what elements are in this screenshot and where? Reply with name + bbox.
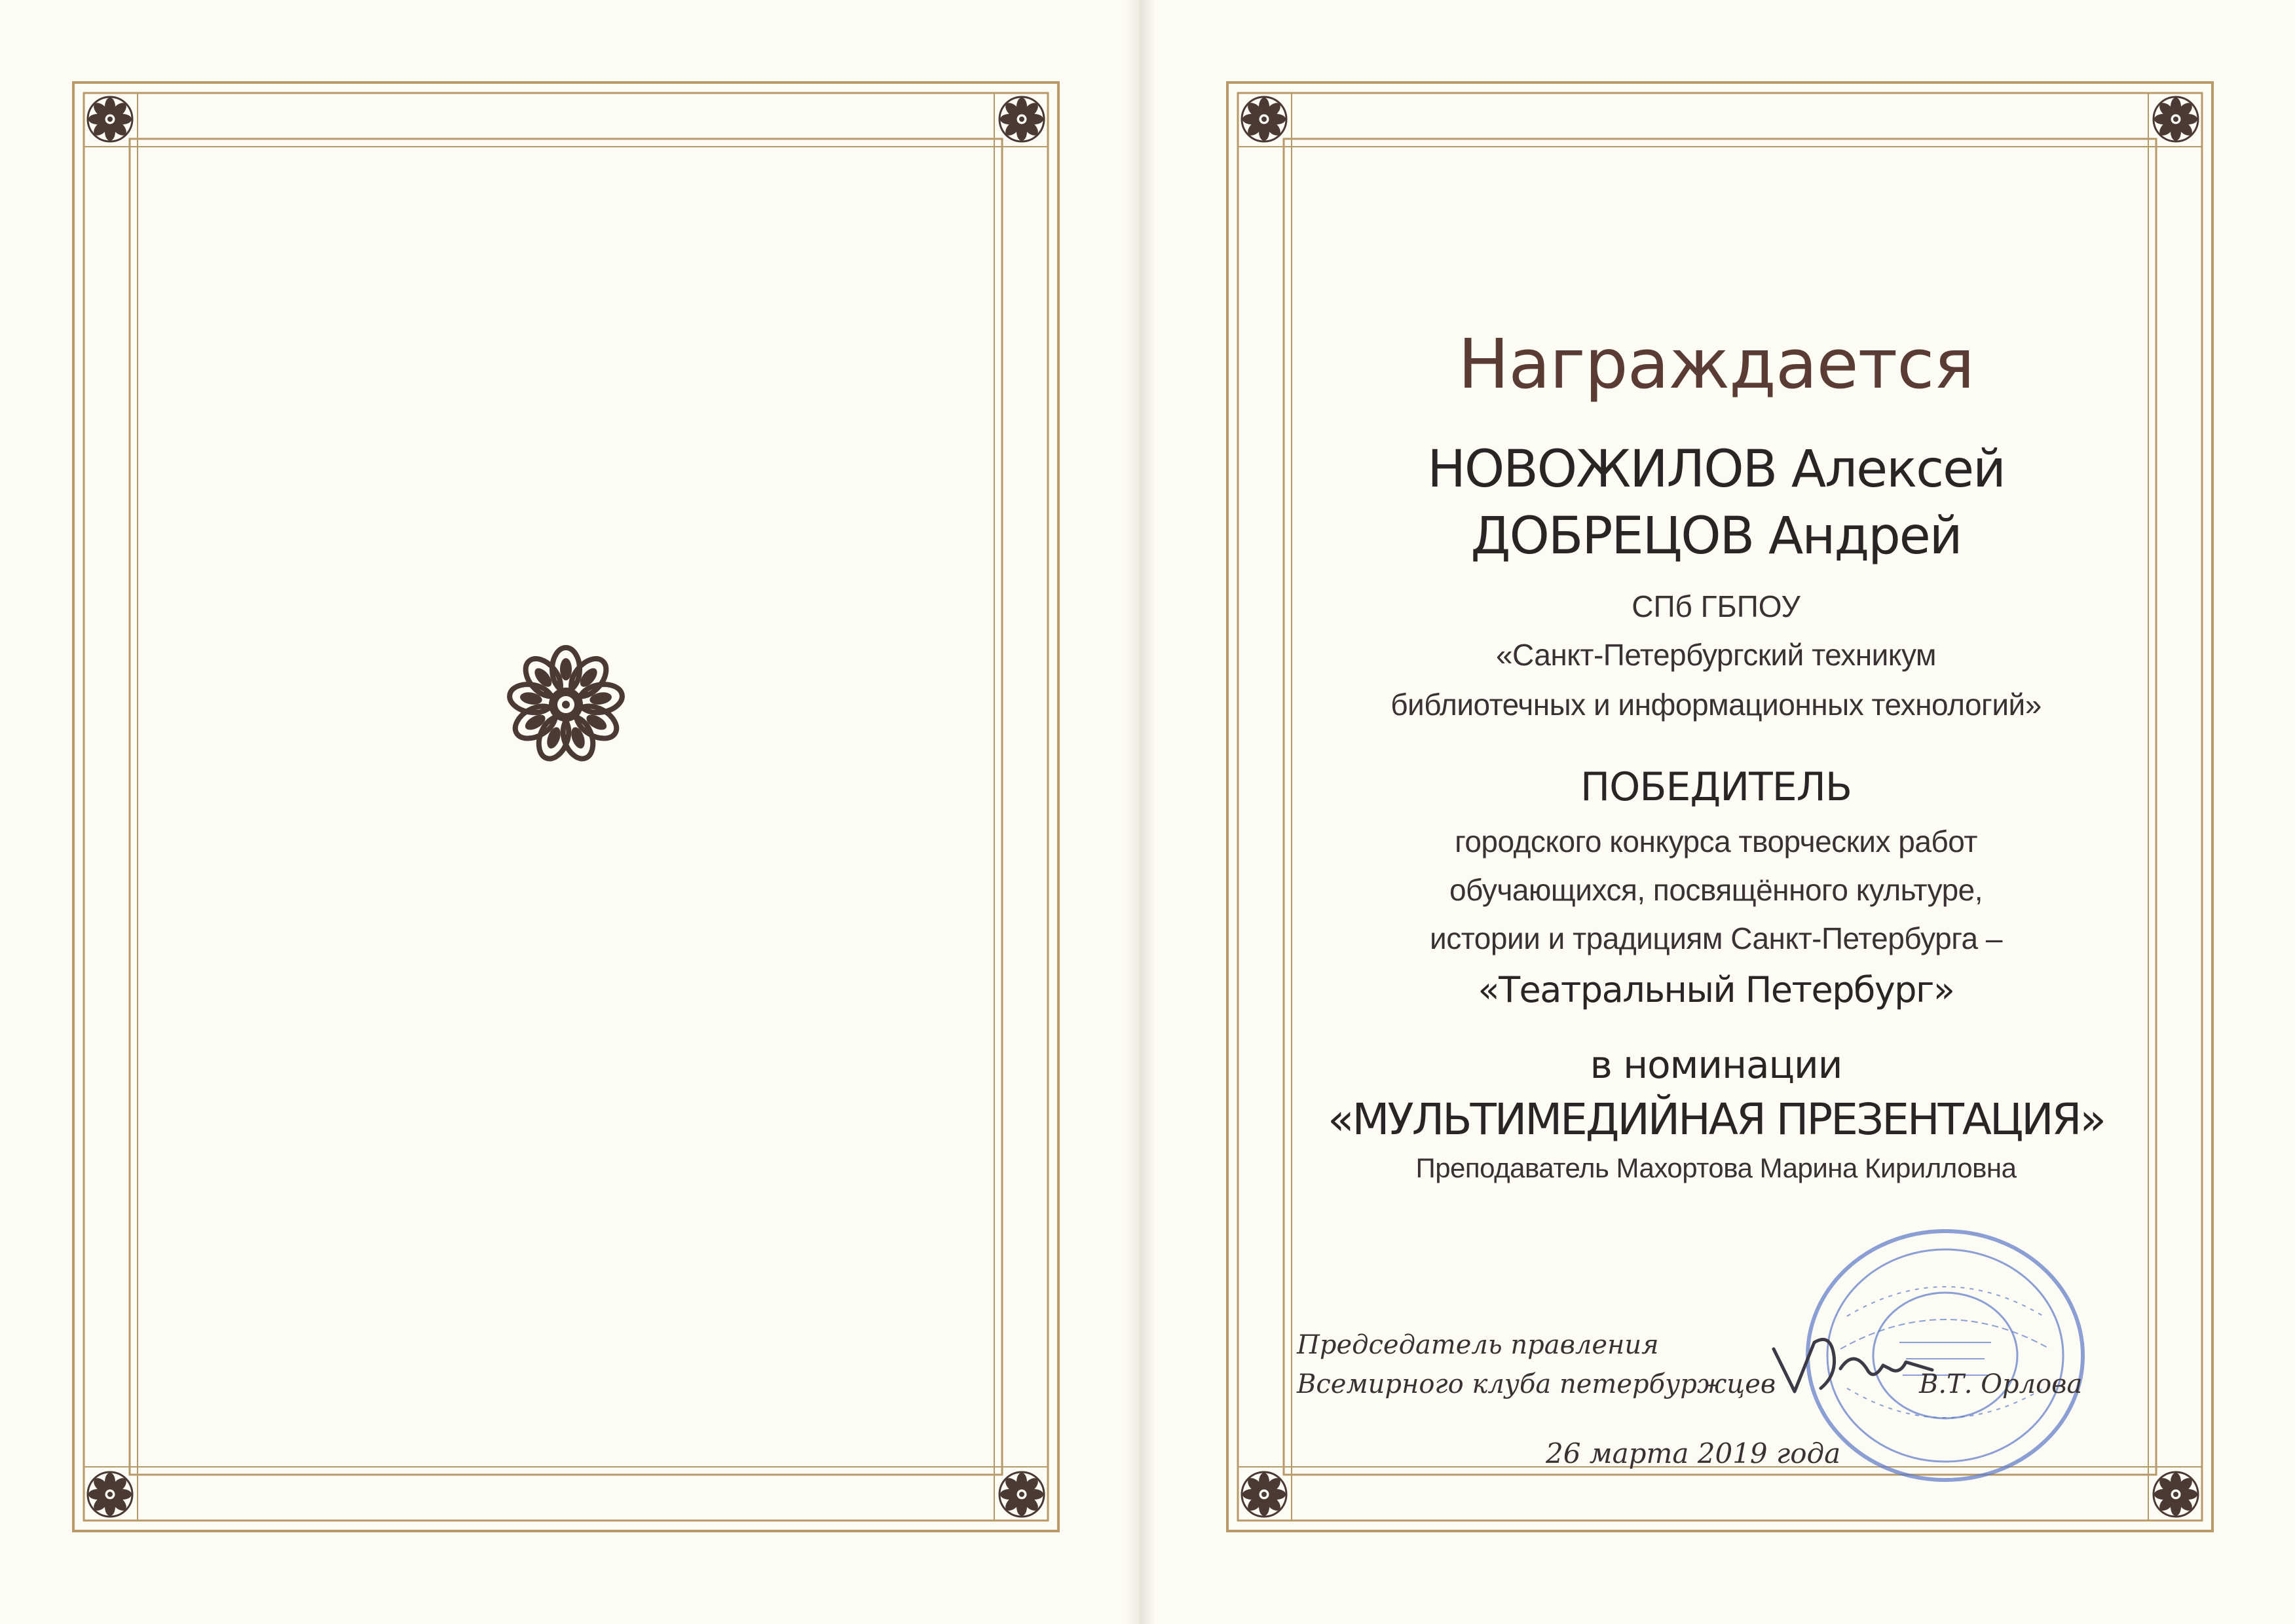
- flower-emblem-icon: [508, 648, 625, 763]
- rosette-icon: [88, 97, 132, 141]
- awarded-heading: Награждается: [1458, 324, 1974, 404]
- chair-title-line: Председатель правления: [1297, 1330, 1659, 1360]
- nomination-prefix: в номинации: [1590, 1043, 1842, 1087]
- rosette-icon: [999, 1472, 1044, 1517]
- rosette-icon: [2154, 1472, 2198, 1517]
- rosette-icon: [999, 97, 1044, 141]
- issue-date: 26 марта 2019 года: [1546, 1437, 1841, 1469]
- chair-title-line: Всемирного клуба петербуржцев: [1297, 1369, 1776, 1399]
- contest-line: обучающихся, посвящённого культуре,: [1449, 873, 1983, 907]
- recipient-name: НОВОЖИЛОВ Алексей: [1427, 440, 2005, 499]
- rosette-icon: [1242, 1472, 1286, 1517]
- rosette-icon: [1242, 97, 1286, 141]
- rosette-icon: [88, 1472, 132, 1517]
- contest-name: «Театральный Петербург»: [1478, 969, 1954, 1010]
- chair-title: [1297, 1325, 1776, 1404]
- signer-name: В.Т. Орлова: [1919, 1369, 2083, 1399]
- result-title: ПОБЕДИТЕЛЬ: [1580, 764, 1852, 810]
- teacher-line: Преподаватель Махортова Марина Кирилловна: [1415, 1153, 2017, 1183]
- institution-short: СПб ГБПОУ: [1632, 589, 1801, 623]
- institution-line: библиотечных и информационных технологий»: [1390, 688, 2042, 722]
- nomination-title: «МУЛЬТИМЕДИЙНАЯ ПРЕЗЕНТАЦИЯ»: [1328, 1094, 2104, 1145]
- institution-line: «Санкт-Петербургский техникум: [1495, 638, 1937, 672]
- certificate-text: [1231, 262, 2201, 1189]
- left-frame: [73, 83, 1058, 1531]
- rosette-icon: [2154, 97, 2198, 141]
- contest-line: истории и традициям Санкт-Петербурга –: [1430, 921, 2002, 955]
- handwritten-signature: [1768, 1329, 1939, 1408]
- contest-line: городского конкурса творческих работ: [1455, 824, 1977, 858]
- recipient-name: ДОБРЕЦОВ Андрей: [1470, 507, 1962, 566]
